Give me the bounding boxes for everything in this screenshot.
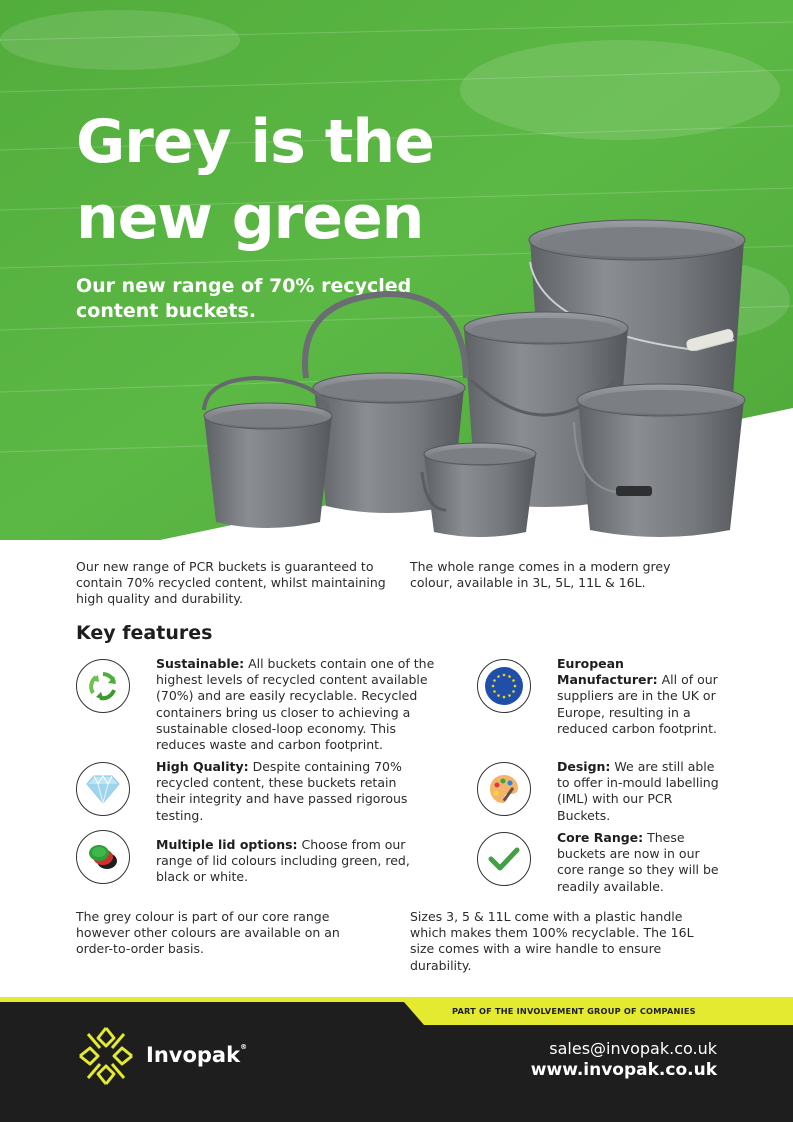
feature-label: Design:	[557, 759, 611, 774]
feature-text: Despite containing 70% recycled content, these buckets retain their integrity and have passed rigorous testing.	[156, 759, 408, 823]
feature-label: Sustainable:	[156, 656, 245, 671]
brand-name	[146, 1043, 247, 1067]
note-left-text: The grey colour is part of our core range however other colours are available on an order-to-order basis.	[76, 909, 340, 957]
group-companies-text: PART OF THE INVOLVEMENT GROUP OF COMPANIES	[452, 1006, 696, 1016]
grey-buckets-image	[196, 210, 766, 540]
brand-text: Invopak	[146, 1043, 241, 1067]
bucket-3l-left	[204, 378, 332, 528]
headline-line-2: new green	[76, 183, 424, 253]
contact-email-link[interactable]: sales@invopak.co.uk	[549, 1039, 717, 1058]
registered-mark: ®	[240, 1043, 248, 1051]
feature-label: High Quality:	[156, 759, 249, 774]
intro-left-text: Our new range of PCR buckets is guaranteed to contain 70% recycled content, whilst maintaining high quality and durability.	[76, 559, 386, 607]
recycle-icon	[76, 659, 130, 713]
key-features-heading: Key features	[76, 622, 213, 644]
note-right-text: Sizes 3, 5 & 11L come with a plastic handle which makes them 100% recyclable. The 16L size comes with a wire handle to ensure durability.	[410, 909, 694, 973]
feature-text: All buckets contain one of the highest levels of recycled content available (70%) and are easily recyclable. Recycled containers bring us closer to achieving a sustainable closed-loop economy. This reduces waste and carbon footprint.	[156, 656, 435, 753]
lids-icon	[76, 830, 130, 884]
feature-label: Core Range:	[557, 830, 644, 845]
bucket-3l-front	[422, 443, 536, 537]
website-link[interactable]: www.invopak.co.uk	[530, 1060, 717, 1080]
bucket-5l-right	[574, 384, 745, 537]
palette-icon	[477, 762, 531, 816]
feature-text: We are still able to offer in-mould labelling (IML) with our PCR Buckets.	[557, 759, 719, 823]
feature-text: Choose from our range of lid colours including green, red, black or white.	[156, 837, 410, 885]
subhead-line-2: content buckets.	[76, 300, 257, 322]
eu-flag-icon	[477, 659, 531, 713]
feature-label: Multiple lid options:	[156, 837, 298, 852]
feature-text: These buckets are now in our core range so they will be readily available.	[557, 830, 719, 894]
subhead-line-1: Our new range of 70% recycled	[76, 275, 412, 297]
invopak-logo-icon	[76, 1024, 136, 1088]
feature-label: European Manufacturer:	[557, 656, 658, 688]
checkmark-icon	[477, 832, 531, 886]
feature-text: All of our suppliers are in the UK or Europe, resulting in a reduced carbon footprint.	[557, 672, 718, 736]
diamond-icon	[76, 762, 130, 816]
hero-section	[0, 0, 793, 540]
intro-right-text: The whole range comes in a modern grey colour, available in 3L, 5L, 11L & 16L.	[410, 559, 671, 591]
headline-line-1: Grey is the	[76, 107, 434, 177]
